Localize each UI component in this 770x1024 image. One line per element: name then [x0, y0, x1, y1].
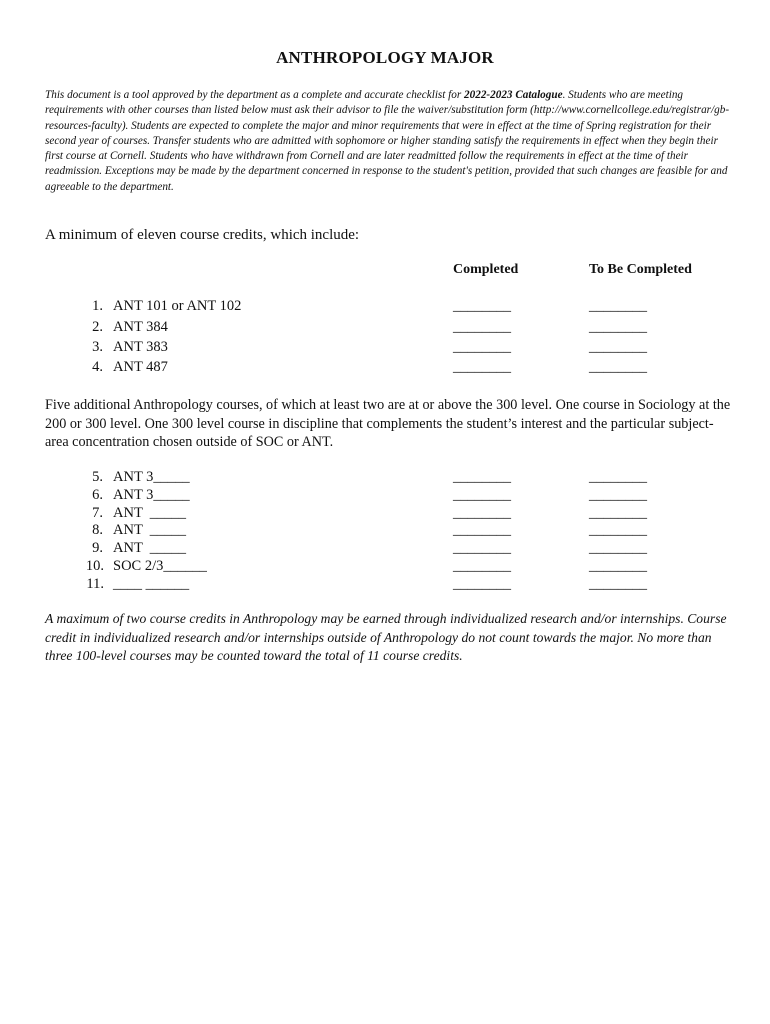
completed-blank[interactable]: ________ [453, 576, 511, 592]
course-name: ANT _____ [113, 540, 187, 556]
intro-text-1: This document is a tool approved by the department as a complete and accurate checklist for [45, 89, 465, 101]
intro-paragraph [45, 88, 730, 195]
completed-blank[interactable]: ________ [453, 505, 511, 521]
course-number: 1. [92, 298, 103, 314]
course-name: ANT 383 [113, 339, 168, 355]
to-be-completed-blank[interactable]: ________ [589, 558, 647, 574]
completed-blank[interactable]: ________ [453, 319, 511, 335]
course-number: 7. [92, 505, 103, 521]
course-number: 10. [85, 558, 104, 574]
to-be-completed-blank[interactable]: ________ [589, 359, 647, 375]
requirements-lead: A minimum of eleven course credits, which include: [45, 227, 360, 243]
intro-text-2: . Students who are meeting requirements with other courses than listed below must ask their advisor to file the waiver/substitution form (http://www.cornellcollege.edu/registrar/gb-resources-faculty). Students are expected to complete the major and minor requirements that were in effect at the time of Spring registration for their second year of courses. Transfer students who are admitted with sophomore or higher standing satisfy the requirements in effect when they begin their first course at Cornell. Students who have withdrawn from Cornell and are later readmitted follow the requirements in effect at the time of their readmission. Exceptions may be made by the department concerned in response to the student's petition, provided that such changes are feasible for and agreeable to the department. [45, 89, 730, 193]
completed-blank[interactable]: ________ [453, 359, 511, 375]
completed-blank[interactable]: ________ [453, 487, 511, 503]
course-number: 6. [92, 487, 103, 503]
course-number: 2. [92, 319, 103, 335]
document-title: ANTHROPOLOGY MAJOR [276, 48, 494, 67]
course-name: ANT 487 [113, 359, 168, 375]
course-number: 3. [92, 339, 103, 355]
course-name: ____ ______ [113, 576, 190, 592]
to-be-completed-blank[interactable]: ________ [589, 522, 647, 538]
course-row [0, 338, 770, 356]
to-be-completed-blank[interactable]: ________ [589, 298, 647, 314]
course-name: ANT 101 or ANT 102 [113, 298, 242, 314]
course-name: ANT _____ [113, 522, 187, 538]
limits-note: A maximum of two course credits in Anthropology may be earned through individualized research and/or internships. Course credit in individualized research and/or internships outside of Anthropology do not count towards the major. No more than three 100-level courses may be counted toward the total of 11 course credits. [45, 611, 727, 663]
completed-blank[interactable]: ________ [453, 540, 511, 556]
course-row [0, 358, 770, 376]
to-be-completed-blank[interactable]: ________ [589, 319, 647, 335]
course-row [0, 539, 770, 557]
course-row [0, 557, 770, 575]
course-number: 11. [86, 576, 104, 592]
to-be-completed-blank[interactable]: ________ [589, 505, 647, 521]
course-name: ANT 3_____ [113, 469, 190, 485]
course-number: 4. [92, 359, 103, 375]
completed-column-header: Completed [453, 262, 519, 277]
course-name: SOC 2/3______ [113, 558, 207, 574]
course-name: ANT 3_____ [113, 487, 190, 503]
course-number: 5. [92, 469, 103, 485]
completed-blank[interactable]: ________ [453, 298, 511, 314]
completed-blank[interactable]: ________ [453, 339, 511, 355]
to-be-completed-blank[interactable]: ________ [589, 339, 647, 355]
course-name: ANT _____ [113, 505, 187, 521]
course-row [0, 521, 770, 539]
course-row [0, 297, 770, 315]
elective-requirements-paragraph: Five additional Anthropology courses, of which at least two are at or above the 300 level. One course in Sociology at the 200 or 300 level. One 300 level course in discipline that complements the student’s interest and the particular subject-area concentration chosen outside of SOC or ANT. [45, 397, 731, 450]
to-be-completed-blank[interactable]: ________ [589, 540, 647, 556]
to-be-completed-column-header: To Be Completed [589, 262, 692, 277]
to-be-completed-blank[interactable]: ________ [589, 576, 647, 592]
to-be-completed-blank[interactable]: ________ [589, 469, 647, 485]
completed-blank[interactable]: ________ [453, 558, 511, 574]
completed-blank[interactable]: ________ [453, 522, 511, 538]
course-row [0, 468, 770, 486]
intro-catalogue-year: 2022-2023 Catalogue [464, 89, 563, 101]
course-row [0, 486, 770, 504]
course-number: 8. [92, 522, 103, 538]
to-be-completed-blank[interactable]: ________ [589, 487, 647, 503]
course-name: ANT 384 [113, 319, 168, 335]
course-number: 9. [92, 540, 103, 556]
completed-blank[interactable]: ________ [453, 469, 511, 485]
course-row [0, 318, 770, 336]
course-row [0, 504, 770, 522]
course-row [0, 575, 770, 593]
